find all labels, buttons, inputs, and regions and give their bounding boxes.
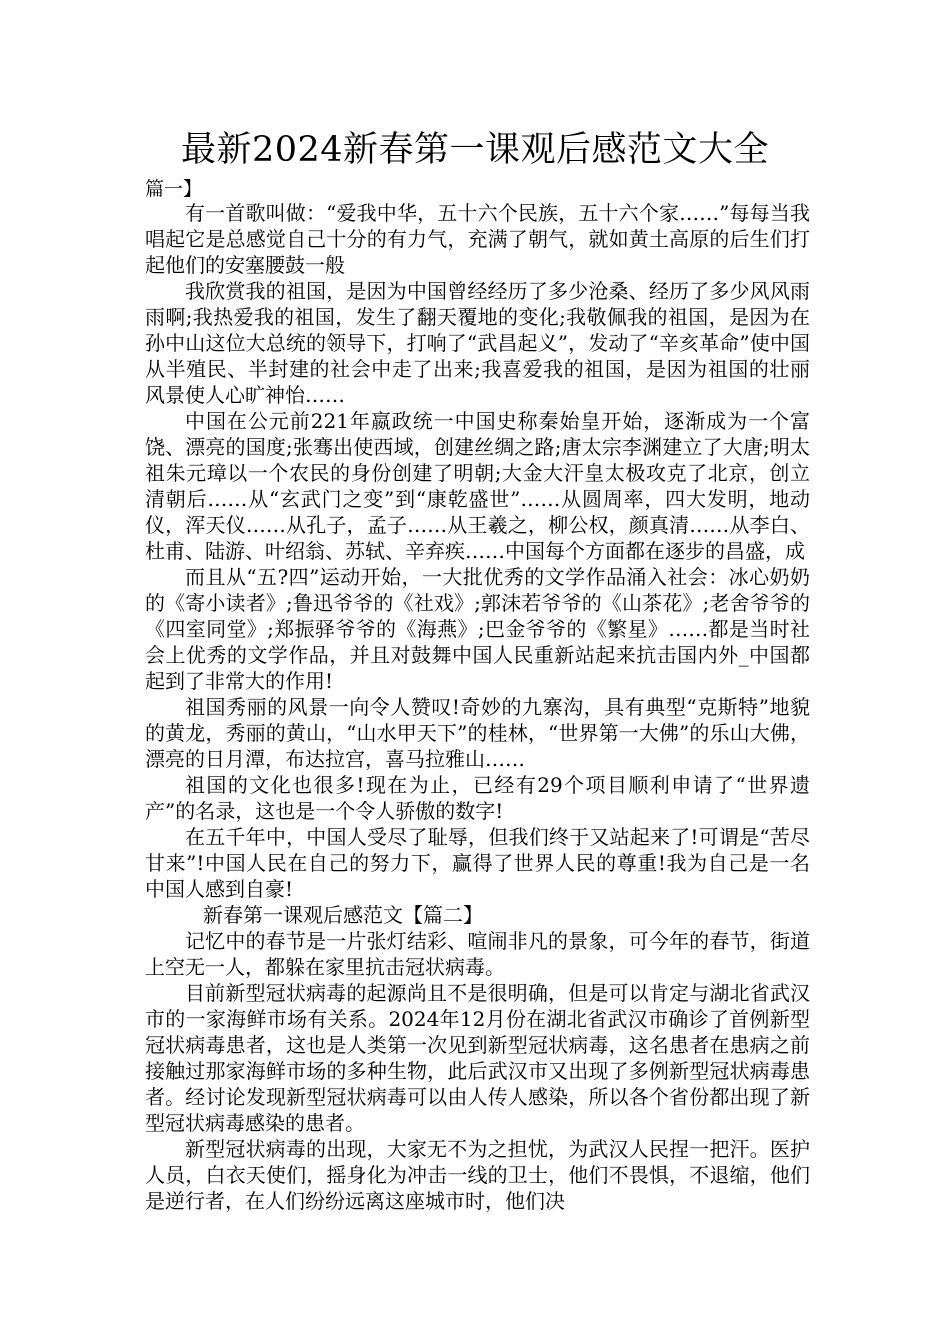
body-paragraph: 目前新型冠状病毒的起源尚且不是很明确，但是可以肯定与湖北省武汉市的一家海鲜市场有关系。2024年12月份在湖北省武汉市确诊了首例新型冠状病毒患者，这也是人类第一次见到新型冠状病毒，这名患者在患病之前接触过那家海鲜市场的多种生物，此后武汉市又出现了多例新型冠状病毒患者。经讨论发现新型冠状病毒可以由人传人感染，所以各个省份都出现了新型冠状病毒感染的患者。 xyxy=(145,981,810,1135)
document-title: 最新2024新春第一课观后感范文大全 xyxy=(180,130,770,170)
body-paragraph: 中国在公元前221年嬴政统一中国史称秦始皇开始，逐渐成为一个富饶、漂亮的国度;张骞出使西域，创建丝绸之路;唐太宗李渊建立了大唐;明太祖朱元璋以一个农民的身份创建了明朝;大金大汗皇太极攻克了北京，创立清朝后……从“玄武门之变”到“康乾盛世”……从圆周率，四大发明，地动仪，浑天仪……从孔子，孟子……从王羲之，柳公权，颜真清……从李白、杜甫、陆游、叶绍翁、苏轼、辛弃疾……中国每个方面都在逐步的昌盛，成 xyxy=(145,409,810,563)
section-label-part-one: 篇一】 xyxy=(145,178,203,200)
body-paragraph: 有一首歌叫做：“爱我中华，五十六个民族，五十六个家……”每每当我唱起它是总感觉自己十分的有力气，充满了朝气，就如黄土高原的后生们打起他们的安塞腰鼓一般 xyxy=(145,201,810,277)
body-paragraph: 祖国的文化也很多!现在为止，已经有29个项目顺利申请了“世界遗产”的名录，这也是一个令人骄傲的数字! xyxy=(145,773,810,823)
section-heading-part-two: 新春第一课观后感范文【篇二】 xyxy=(203,903,483,927)
body-paragraph: 在五千年中，中国人受尽了耻辱，但我们终于又站起来了!可谓是“苦尽甘来”!中国人民在自己的努力下，赢得了世界人民的尊重!我为自己是一名中国人感到自豪! xyxy=(145,825,810,901)
body-paragraph: 新型冠状病毒的出现，大家无不为之担忧，为武汉人民捏一把汗。医护人员，白衣天使们，摇身化为冲击一线的卫士，他们不畏惧，不退缩，他们是逆行者，在人们纷纷远离这座城市时，他们决 xyxy=(145,1137,810,1213)
body-paragraph: 而且从“五?四”运动开始，一大批优秀的文学作品涌入社会：冰心奶奶的《寄小读者》;鲁迅爷爷的《社戏》;郭沫若爷爷的《山茶花》;老舍爷爷的《四室同堂》;郑振驿爷爷的《海燕》;巴金爷爷的《繁星》……都是当时社会上优秀的文学作品，并且对鼓舞中国人民重新站起来抗击国内外_中国都起到了非常大的作用! xyxy=(145,565,810,693)
document-body xyxy=(145,200,810,1214)
body-paragraph: 我欣赏我的祖国，是因为中国曾经经历了多少沧桑、经历了多少风风雨雨啊;我热爱我的祖国，发生了翻天覆地的变化;我敬佩我的祖国，是因为在孙中山这位大总统的领导下，打响了“武昌起义”，发动了“辛亥革命”使中国从半殖民、半封建的社会中走了出来;我喜爱我的祖国，是因为祖国的壮丽风景使人心旷神怡…… xyxy=(145,279,810,407)
body-paragraph: 祖国秀丽的风景一向令人赞叹!奇妙的九寨沟，具有典型“克斯特”地貌的黄龙，秀丽的黄山，“山水甲天下”的桂林，“世界第一大佛”的乐山大佛，漂亮的日月潭，布达拉宫，喜马拉雅山…… xyxy=(145,695,810,771)
body-paragraph: 记忆中的春节是一片张灯结彩、喧闹非凡的景象，可今年的春节，街道上空无一人，都躲在家里抗击冠状病毒。 xyxy=(145,929,810,979)
